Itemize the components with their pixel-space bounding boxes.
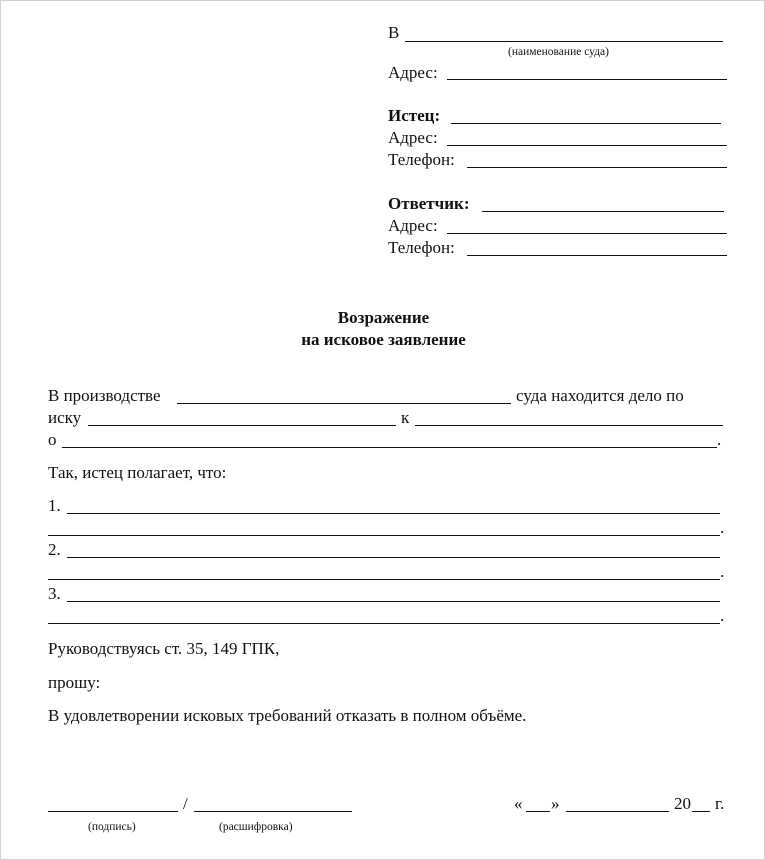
item-2-line-1[interactable] <box>67 557 720 558</box>
request-text: В удовлетворении исковых требований отказать в полном объёме. <box>48 706 527 725</box>
item-number: 1. <box>48 496 61 515</box>
plaintiff-position-intro: Так, истец полагает, что: <box>48 463 227 482</box>
plaintiff-phone-field[interactable] <box>467 167 727 168</box>
period: . <box>717 430 722 449</box>
period: . <box>720 606 725 625</box>
claim-against: к <box>401 408 410 427</box>
request-label: прошу: <box>48 673 101 692</box>
plaintiff-phone-label: Телефон: <box>388 150 455 169</box>
item-number: 2. <box>48 540 61 559</box>
year-field[interactable] <box>692 811 710 812</box>
quote-close: » <box>551 794 560 813</box>
item-3-line-2[interactable] <box>48 623 720 624</box>
document-title: Возражение <box>337 308 430 327</box>
defendant-phone-field[interactable] <box>467 255 727 256</box>
defendant-name-field[interactable] <box>482 211 724 212</box>
proceedings-prefix: В производстве <box>48 386 161 405</box>
document-subtitle: на исковое заявление <box>301 330 466 349</box>
court-address-label: Адрес: <box>388 63 438 82</box>
claimant-field[interactable] <box>88 425 396 426</box>
decipher-caption: (расшифровка) <box>219 821 293 833</box>
quote-open: « <box>514 794 523 813</box>
court-address-field[interactable] <box>447 79 727 80</box>
year-prefix: 20 <box>674 794 691 813</box>
court-in-proceedings-field[interactable] <box>177 403 511 404</box>
slash: / <box>183 794 188 813</box>
defendant-label: Ответчик: <box>388 194 470 213</box>
court-name-field[interactable] <box>405 41 723 42</box>
plaintiff-label: Истец: <box>388 106 441 125</box>
plaintiff-address-field[interactable] <box>447 145 727 146</box>
claim-prefix: иску <box>48 408 82 427</box>
defendant-address-field[interactable] <box>447 233 727 234</box>
signature-field[interactable] <box>48 811 178 812</box>
month-field[interactable] <box>566 811 669 812</box>
defendant-phone-label: Телефон: <box>388 238 455 257</box>
item-number: 3. <box>48 584 61 603</box>
respondent-field[interactable] <box>415 425 723 426</box>
plaintiff-name-field[interactable] <box>451 123 721 124</box>
item-1-line-1[interactable] <box>67 513 720 514</box>
court-caption: (наименование суда) <box>508 46 609 58</box>
year-suffix: г. <box>715 794 725 813</box>
item-2-line-2[interactable] <box>48 579 720 580</box>
period: . <box>720 562 725 581</box>
day-field[interactable] <box>526 811 550 812</box>
signature-decipher-field[interactable] <box>194 811 352 812</box>
plaintiff-address-label: Адрес: <box>388 128 438 147</box>
claim-subject-field[interactable] <box>62 447 717 448</box>
court-prefix: В <box>388 23 400 42</box>
signature-caption: (подпись) <box>88 821 136 833</box>
item-1-line-2[interactable] <box>48 535 720 536</box>
item-3-line-1[interactable] <box>67 601 720 602</box>
proceedings-suffix: суда находится дело по <box>516 386 684 405</box>
period: . <box>720 518 725 537</box>
subject-prefix: о <box>48 430 57 449</box>
legal-basis: Руководствуясь ст. 35, 149 ГПК, <box>48 639 280 658</box>
defendant-address-label: Адрес: <box>388 216 438 235</box>
